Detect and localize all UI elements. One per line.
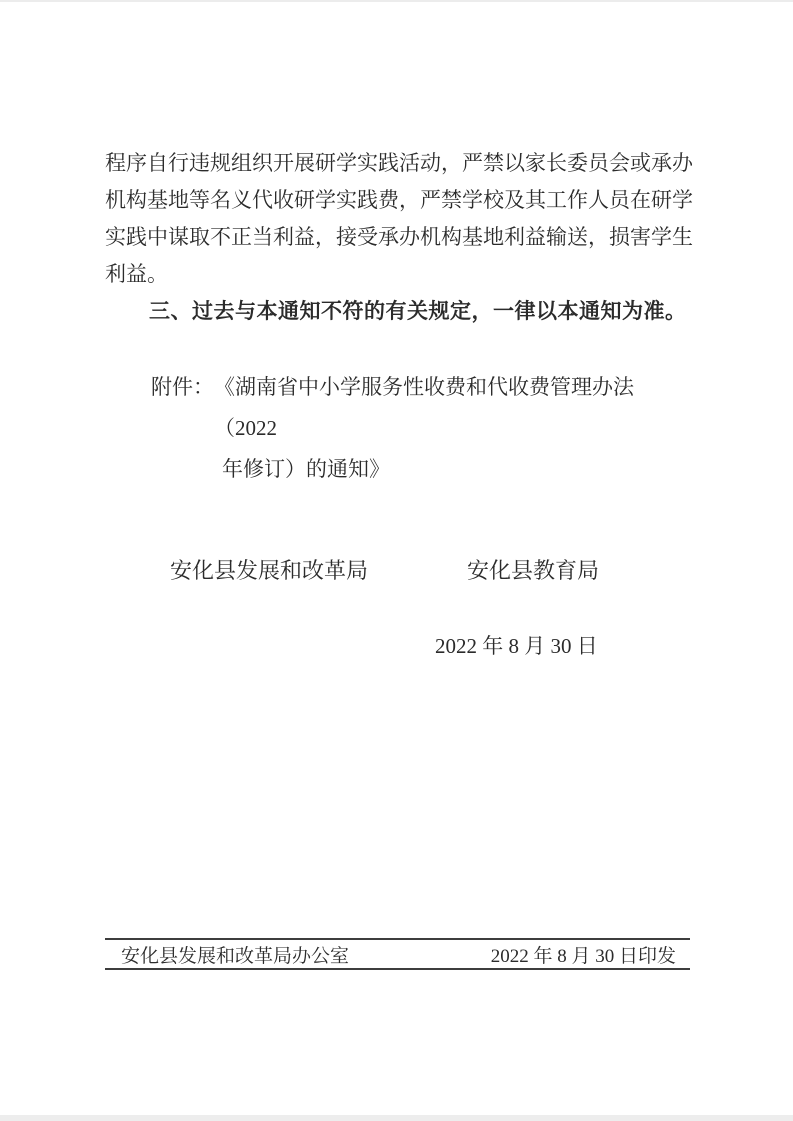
- attachment-block: [105, 367, 693, 490]
- scan-edge-bottom: [0, 1115, 793, 1121]
- body-paragraph: 程序自行违规组织开展研学实践活动，严禁以家长委员会或承办机构基地等名义代收研学实践费，严禁学校及其工作人员在研学实践中谋取不正当利益，接受承办机构基地利益输送，损害学生利益。: [105, 151, 693, 286]
- footer-print-date: 2022 年 8 月 30 日印发: [490, 945, 676, 967]
- signature-row: [105, 557, 693, 585]
- issuer-right: 安化县教育局: [467, 558, 600, 583]
- issuer-left: 安化县发展和改革局: [170, 558, 369, 583]
- attachment-title-line-2: 年修订）的通知》: [222, 457, 390, 481]
- attachment-title: [214, 367, 693, 490]
- footer-office: 安化县发展和改革局办公室: [121, 945, 350, 967]
- document-content: [105, 145, 693, 658]
- issue-date: 2022 年 8 月 30 日: [435, 634, 598, 658]
- scan-edge-top: [0, 0, 793, 2]
- attachment-title-line-1: 《湖南省中小学服务性收费和代收费管理办法（2022: [214, 375, 634, 440]
- footer-colophon: [105, 938, 690, 970]
- clause-heading: 三、过去与本通知不符的有关规定，一律以本通知为准。: [149, 300, 687, 323]
- attachment-label: 附件：: [151, 375, 214, 399]
